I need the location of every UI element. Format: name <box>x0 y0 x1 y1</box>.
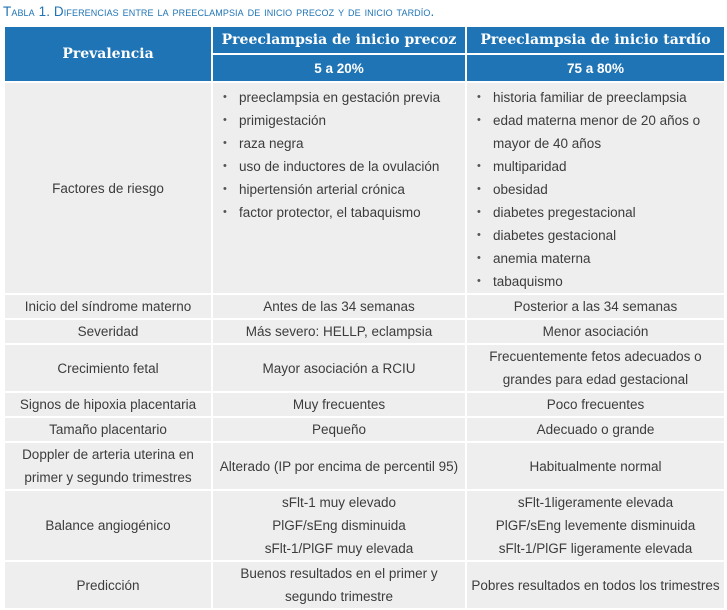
header-late-onset: Preeclampsia de inicio tardío <box>467 27 724 53</box>
comparison-table <box>3 25 726 610</box>
cell-early: Alterado (IP por encima de percentil 95) <box>213 443 465 489</box>
bullet-icon: • <box>477 91 481 103</box>
angio-line: PlGF/sEng levemente disminuida <box>495 518 696 533</box>
list-item: • obesidad <box>477 178 718 201</box>
bullet-icon: • <box>223 183 227 195</box>
row-label: Severidad <box>5 320 211 343</box>
list-item: • edad materna menor de 20 años o mayor de 40 años <box>477 109 718 155</box>
angio-line: PlGF/sEng disminuida <box>272 518 406 533</box>
angio-line: sFlt-1 muy elevado <box>281 495 397 510</box>
cell-early: Pequeño <box>213 418 465 441</box>
cell-early: Muy frecuentes <box>213 393 465 416</box>
row-label: Factores de riesgo <box>5 83 211 293</box>
list-item: • raza negra <box>223 132 459 155</box>
table-row-angiogenic <box>5 491 724 560</box>
bullet-icon: • <box>477 160 481 172</box>
list-item: • uso de inductores de la ovulación <box>223 155 459 178</box>
row-label: Doppler de arteria uterina en primer y segundo trimestres <box>5 443 211 489</box>
list-item: • multiparidad <box>477 155 718 178</box>
cell-late: Frecuentemente fetos adecuados o grandes para edad gestacional <box>467 345 724 391</box>
bullet-icon: • <box>477 252 481 264</box>
table-row-risk-factors <box>5 83 724 293</box>
header-early-onset: Preeclampsia de inicio precoz <box>213 27 465 53</box>
list-item: • diabetes gestacional <box>477 224 718 247</box>
prevalence-early: 5 a 20% <box>213 55 465 81</box>
cell-early: Más severo: HELLP, eclampsia <box>213 320 465 343</box>
cell-early <box>213 491 465 560</box>
list-item: • factor protector, el tabaquismo <box>223 201 459 224</box>
list-item: • primigestación <box>223 109 459 132</box>
cell-early: Buenos resultados en el primer y segundo trimestre <box>213 562 465 608</box>
angio-line: sFlt-1/PlGF muy elevada <box>264 541 414 556</box>
bullet-icon: • <box>477 114 481 126</box>
row-label: Inicio del síndrome materno <box>5 295 211 318</box>
cell-late: Pobres resultados en todos los trimestres <box>467 562 724 608</box>
list-item: • diabetes pregestacional <box>477 201 718 224</box>
row-label: Crecimiento fetal <box>5 345 211 391</box>
bullet-icon: • <box>477 183 481 195</box>
row-label: Tamaño placentario <box>5 418 211 441</box>
row-label: Signos de hipoxia placentaria <box>5 393 211 416</box>
list-item: • anemia materna <box>477 247 718 270</box>
list-item: • preeclampsia en gestación previa <box>223 86 459 109</box>
angio-line: sFlt-1ligeramente elevada <box>517 495 674 510</box>
bullet-icon: • <box>223 160 227 172</box>
table-row-prediction <box>5 562 724 608</box>
prevalence-late: 75 a 80% <box>467 55 724 81</box>
bullet-icon: • <box>477 275 481 287</box>
table-row-severity <box>5 320 724 343</box>
bullet-icon: • <box>477 206 481 218</box>
table-row-fetal-growth <box>5 345 724 391</box>
table-caption: Tabla 1. Diferencias entre la preeclampsia de inicio precoz y de inicio tardío. <box>3 4 435 19</box>
bullet-icon: • <box>223 114 227 126</box>
row-label: Balance angiogénico <box>5 491 211 560</box>
bullet-icon: • <box>223 206 227 218</box>
cell-late: Habitualmente normal <box>467 443 724 489</box>
cell-late <box>467 491 724 560</box>
cell-late: Menor asociación <box>467 320 724 343</box>
bullet-icon: • <box>223 91 227 103</box>
angio-line: sFlt-1/PlGF ligeramente elevada <box>498 541 693 556</box>
cell-late: Posterior a las 34 semanas <box>467 295 724 318</box>
risk-factors-late <box>467 83 724 293</box>
bullet-icon: • <box>223 137 227 149</box>
table-row-doppler <box>5 443 724 489</box>
cell-early: Mayor asociación a RCIU <box>213 345 465 391</box>
cell-late: Poco frecuentes <box>467 393 724 416</box>
list-item: • tabaquismo <box>477 270 718 293</box>
bullet-icon: • <box>477 229 481 241</box>
table-row-placental-size <box>5 418 724 441</box>
list-item: • hipertensión arterial crónica <box>223 178 459 201</box>
table-row-onset <box>5 295 724 318</box>
cell-early: Antes de las 34 semanas <box>213 295 465 318</box>
risk-factors-early <box>213 83 465 293</box>
row-label: Predicción <box>5 562 211 608</box>
cell-late: Adecuado o grande <box>467 418 724 441</box>
header-prevalence: Prevalencia <box>5 27 211 81</box>
table-row-hypoxia <box>5 393 724 416</box>
list-item: • historia familiar de preeclampsia <box>477 86 718 109</box>
